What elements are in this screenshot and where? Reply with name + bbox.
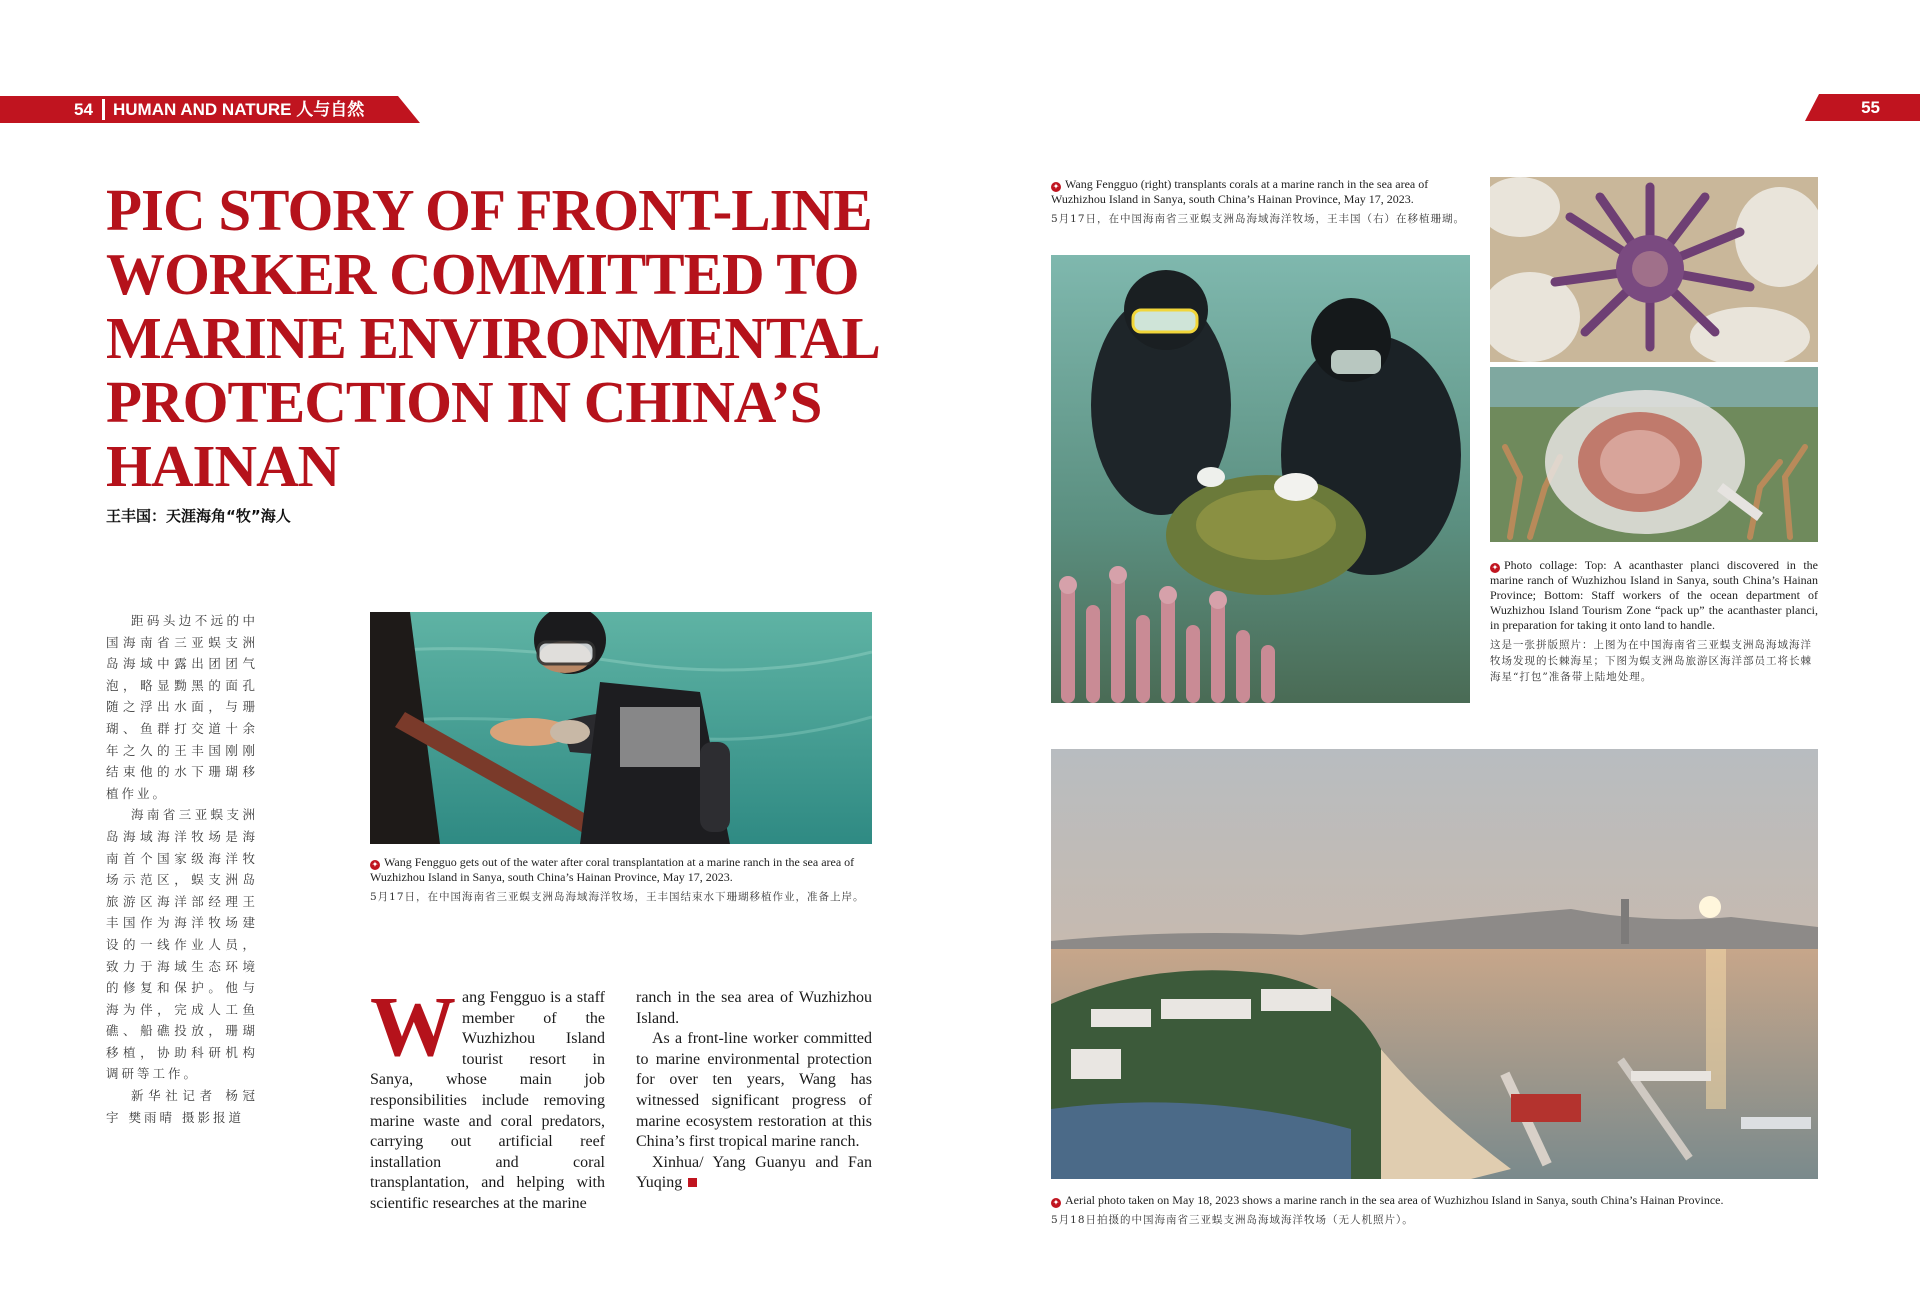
body-column-1	[370, 978, 605, 1215]
chinese-credit: 新华社记者 杨冠宇 樊雨晴 摄影报道	[106, 1088, 258, 1125]
caption-cn: 这是一张拼版照片：上图为在中国海南省三亚蜈支洲岛海域海洋牧场发现的长棘海星；下图为蜈支洲岛旅游区海洋部员工将长棘海星“打包”准备带上陆地处理。	[1490, 639, 1812, 683]
page-number-left: 54	[74, 100, 93, 119]
caption-en: Aerial photo taken on May 18, 2023 shows a marine ranch in the sea area of Wuzhizhou Island in Sanya, south China’s Hainan Province.	[1065, 1193, 1724, 1207]
caption-photo-collage	[1490, 558, 1818, 685]
photo-crown-of-thorns-starfish	[1490, 177, 1818, 362]
xinhua-bullet-icon: ✦	[1052, 182, 1060, 191]
body-paragraph: ranch in the sea area of Wuzhizhou Island.	[636, 989, 872, 1027]
body-paragraph: As a front-line worker committed to marine environmental protection for over ten years, Wang has witnessed significant progress of marine ecosystem restoration at this China’s first tropical marine ranch.	[636, 1030, 872, 1151]
caption-cn: 5月18日拍摄的中国海南省三亚蜈支洲岛海域海洋牧场（无人机照片）。	[1051, 1214, 1414, 1226]
photo-diver-exit	[370, 612, 872, 844]
caption-en: Wang Fengguo gets out of the water after coral transplantation at a marine ranch in the sea area of Wuzhizhou Island in Sanya, south China’s Hainan Province, May 17, 2023.	[370, 855, 855, 884]
title-line: MARINE ENVIRONMENTAL	[106, 305, 880, 371]
article-title	[106, 177, 880, 499]
photo-starfish-packed	[1490, 367, 1818, 542]
header-divider	[102, 99, 105, 120]
credit-text: Xinhua/ Yang Guanyu and Fan Yuqing	[636, 1153, 872, 1192]
title-line: PROTECTION IN CHINA’S	[106, 369, 822, 435]
body-credit	[636, 1153, 872, 1194]
title-line: HAINAN	[106, 433, 340, 499]
caption-en: Photo collage: Top: A acanthaster planci discovered in the marine ranch of Wuzhizhou Island in Sanya, south China’s Hainan Province; Bottom: Staff workers of the ocean department of Wuzhizhou Island Tourism Zone “pack up” the acanthaster planci, in preparation for taking it onto land to handle.	[1490, 558, 1818, 632]
xinhua-bullet-icon: ✦	[371, 860, 379, 869]
photo-aerial-marine-ranch	[1051, 749, 1818, 1179]
caption-en: Wang Fengguo (right) transplants corals at a marine ranch in the sea area of Wuzhizhou Island in Sanya, south China’s Hainan Province, May 17, 2023.	[1051, 177, 1429, 206]
page-number-right: 55	[1861, 98, 1880, 117]
title-line: PIC STORY OF FRONT-LINE	[106, 177, 872, 243]
chinese-paragraph: 海南省三亚蜈支洲岛海域海洋牧场是海南首个国家级海洋牧场示范区，蜈支洲岛旅游区海洋部经理王丰国作为海洋牧场建设的一线作业人员，致力于海域生态环境的修复和保护。他与海为伴，完成人工鱼礁、船礁投放，珊瑚移植，协助科研机构调研等工作。	[106, 807, 258, 1082]
end-mark-icon	[688, 1178, 697, 1187]
caption-photo-diver-exit	[370, 855, 873, 905]
drop-cap: W	[370, 978, 456, 1074]
caption-photo-aerial	[1051, 1193, 1818, 1228]
body-text: ang Fengguo is a staff member of the Wuzhizhou Island tourist resort in Sanya, whose main job responsibilities include removing marine waste and coral predators, carrying out artificial reef installation and coral transplantation, and helping with scientific researches at the marine	[370, 989, 605, 1212]
caption-cn: 5月17日，在中国海南省三亚蜈支洲岛海域海洋牧场，王丰国结束水下珊瑚移植作业，准备上岸。	[370, 891, 865, 903]
caption-photo-coral-transplant	[1051, 177, 1471, 227]
chinese-paragraph: 距码头边不远的中国海南省三亚蜈支洲岛海域中露出团团气泡，略显黝黑的面孔随之浮出水面，与珊瑚、鱼群打交道十余年之久的王丰国刚刚结束他的水下珊瑚移植作业。	[106, 613, 258, 801]
chinese-text-column	[106, 610, 258, 1128]
photo-underwater-transplant	[1051, 255, 1470, 703]
section-title: HUMAN AND NATURE 人与自然	[113, 100, 365, 119]
title-line: WORKER COMMITTED TO	[106, 241, 859, 307]
body-column-2	[636, 988, 872, 1194]
xinhua-bullet-icon: ✦	[1052, 1198, 1060, 1207]
xinhua-bullet-icon: ✦	[1491, 563, 1499, 572]
chinese-subtitle: 王丰国：天涯海角“牧”海人	[106, 507, 291, 525]
caption-cn: 5月17日，在中国海南省三亚蜈支洲岛海域海洋牧场，王丰国（右）在移植珊瑚。	[1051, 213, 1466, 225]
